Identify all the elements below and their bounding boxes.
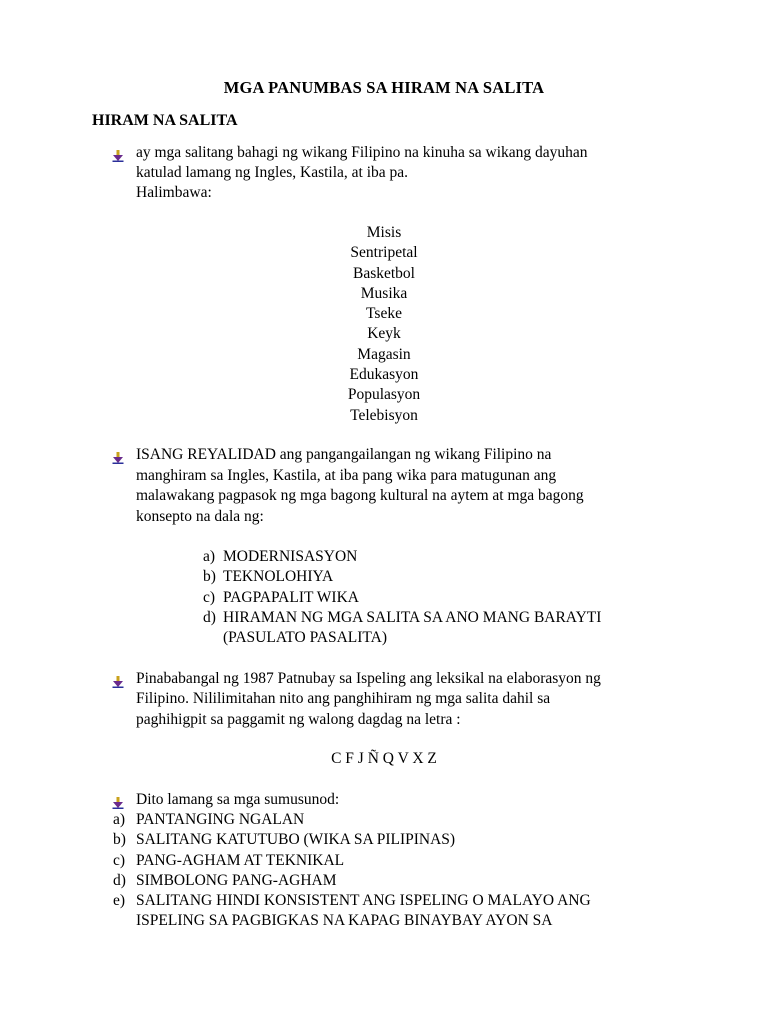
paragraph-line: Pinababangal ng 1987 Patnubay sa Ispeling ang leksikal na elaborasyon ng	[136, 670, 601, 687]
example-word-list	[0, 223, 768, 426]
list-item-text: TEKNOLOHIYA	[223, 568, 334, 586]
paragraph-line: manghiram sa Ingles, Kastila, at iba pang wika para matugunan ang	[136, 467, 557, 484]
list-item-text: SALITANG KATUTUBO (WIKA SA PILIPINAS)	[136, 831, 456, 849]
list-marker: b)	[113, 831, 126, 849]
list-item-text: MODERNISASYON	[223, 548, 358, 565]
list-item-text: HIRAMAN NG MGA SALITA SA ANO MANG BARAYTI	[223, 608, 602, 626]
example-word: Musika	[360, 284, 408, 302]
paragraph-line: ISANG REYALIDAD ang pangangailangan ng wikang Filipino na	[136, 446, 552, 463]
list-item-text: (PASULATO PASALITA)	[223, 629, 387, 647]
list-marker: d)	[203, 608, 216, 626]
example-word: Keyk	[367, 325, 401, 343]
paragraph-line: paghihigpit sa paggamit ng walong dagdag na letra :	[136, 711, 461, 728]
paragraph-line: Filipino. Nililimitahan nito ang panghihiram ng mga salita dahil sa	[136, 690, 551, 707]
list-item-text: PANTANGING NGALAN	[136, 811, 305, 828]
paragraph-line: konsepto na dala ng:	[136, 508, 264, 525]
example-word: Basketbol	[353, 264, 415, 282]
list-marker: c)	[203, 588, 216, 606]
list-item	[203, 567, 601, 587]
list-item	[113, 851, 591, 871]
list-marker: a)	[113, 811, 126, 828]
paragraph-line: ay mga salitang bahagi ng wikang Filipino na kinuha sa wikang dayuhan	[136, 144, 588, 161]
list-item-continuation	[113, 911, 591, 931]
example-word: Magasin	[357, 345, 411, 363]
down-arrow-bullet-icon	[112, 797, 124, 809]
list-item-text: SALITANG HINDI KONSISTENT ANG ISPELING O MALAYO ANG	[136, 892, 591, 910]
list-item-text: PAGPAPALIT WIKA	[223, 588, 359, 606]
additional-letters: C F J Ñ Q V X Z	[331, 750, 437, 767]
down-arrow-bullet-icon	[112, 452, 124, 464]
list-marker: e)	[113, 892, 126, 910]
list-item-text: PANG-AGHAM AT TEKNIKAL	[136, 851, 345, 869]
page-title: MGA PANUMBAS SA HIRAM NA SALITA	[223, 78, 545, 97]
section-heading: HIRAM NA SALITA	[92, 112, 238, 129]
ordered-list	[113, 810, 591, 932]
example-word: Misis	[366, 224, 402, 241]
paragraph-line: Dito lamang sa mga sumusunod:	[136, 791, 340, 808]
list-item-text: ISPELING SA PAGBIGKAS NA KAPAG BINAYBAY AYON SA	[136, 912, 553, 930]
down-arrow-bullet-icon	[112, 676, 124, 688]
example-word: Edukasyon	[349, 366, 419, 384]
list-marker: d)	[113, 871, 126, 889]
down-arrow-bullet-icon	[112, 150, 124, 162]
list-item	[113, 891, 591, 911]
paragraph-line: katulad lamang ng Ingles, Kastila, at iba pa.	[136, 164, 409, 181]
list-marker: b)	[203, 568, 216, 586]
list-item-text: SIMBOLONG PANG-AGHAM	[136, 871, 337, 889]
list-item	[113, 830, 591, 850]
paragraph-line: Halimbawa:	[136, 184, 212, 201]
list-item-continuation	[203, 628, 601, 648]
list-item	[203, 608, 601, 628]
example-word: Sentripetal	[350, 244, 418, 262]
example-word: Populasyon	[347, 386, 421, 404]
paragraph-line: malawakang pagpasok ng mga bagong kultural na aytem at mga bagong	[136, 487, 584, 504]
list-item	[203, 588, 601, 608]
list-item	[113, 810, 591, 830]
ordered-list	[203, 547, 601, 648]
list-item	[113, 871, 591, 891]
list-marker: a)	[203, 548, 216, 565]
example-word: Tseke	[366, 305, 402, 323]
list-item	[203, 547, 601, 567]
example-word: Telebisyon	[350, 406, 418, 424]
list-marker: c)	[113, 851, 126, 869]
